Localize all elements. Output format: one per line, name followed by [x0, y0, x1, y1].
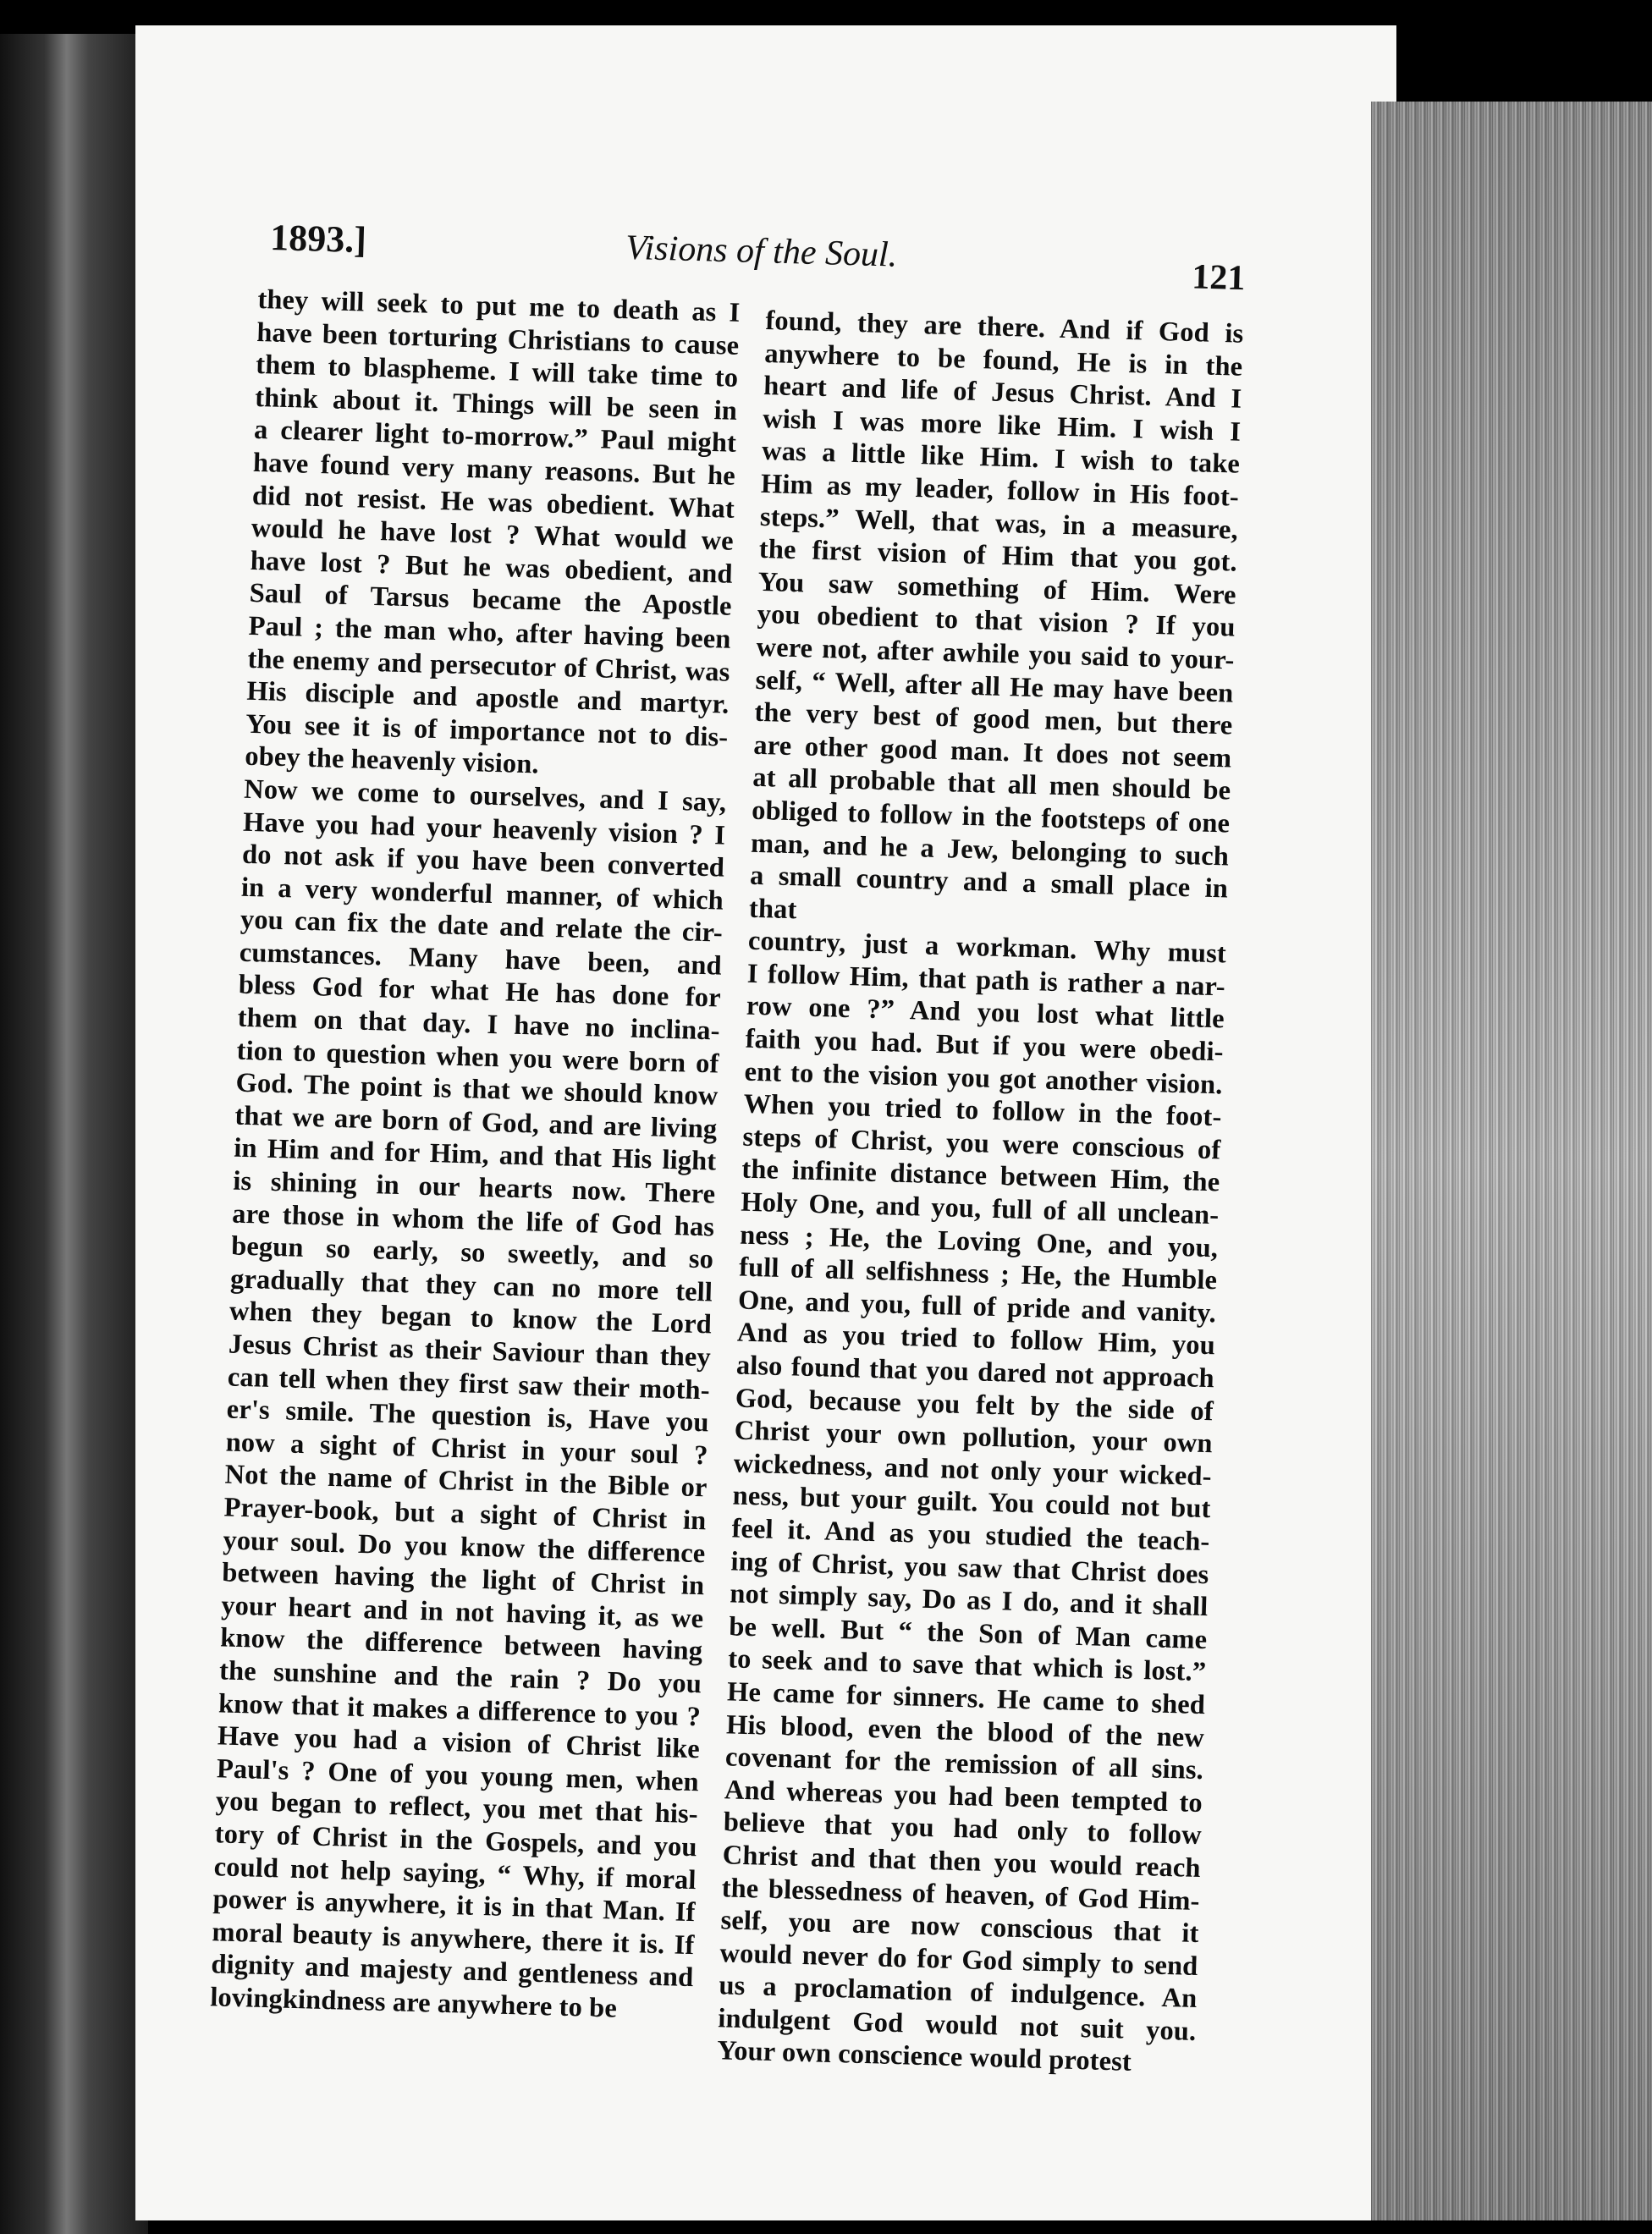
- text-line: begun so early, so sweetly, and so: [230, 1230, 714, 1275]
- text-line: Not the name of Christ in the Bible or: [224, 1459, 708, 1504]
- text-line: lovingkindness are anywhere to be: [209, 1982, 618, 2024]
- text-line: was a little like Him. I wish to take: [761, 436, 1241, 481]
- text-line: gradually that they can no more tell: [229, 1263, 713, 1308]
- text-line: are those in whom the life of God has: [231, 1198, 715, 1243]
- text-line: God, because you felt by the side of: [735, 1383, 1214, 1427]
- text-line: indulgent God would not suit you.: [717, 2003, 1197, 2047]
- text-line: them on that day. I have no inclina-: [237, 1002, 721, 1047]
- text-line: Him as my leader, follow in His foot-: [760, 468, 1240, 513]
- text-line: Your own conscience would protest: [716, 2035, 1132, 2078]
- text-line: your heart and in not having it, as we: [220, 1590, 704, 1635]
- text-line: can tell when they first saw their moth-: [227, 1362, 711, 1406]
- text-line: believe that you had only to follow: [723, 1807, 1203, 1852]
- text-line: us a proclamation of indulgence. An: [719, 1970, 1198, 2015]
- text-line: Prayer-book, but a sight of Christ in: [223, 1492, 707, 1537]
- text-line: And as you tried to follow Him, you: [736, 1317, 1216, 1362]
- text-line: anywhere to be found, He is in the: [763, 338, 1243, 382]
- text-line: One, and you, full of pride and vanity.: [737, 1285, 1217, 1329]
- text-line: bless God for what He has done for: [238, 970, 722, 1015]
- text-line: were not, after awhile you said to your-: [756, 631, 1235, 676]
- text-line: have lost ? But he was obedient, and: [250, 545, 734, 590]
- text-line: covenant for the remission of all sins.: [724, 1742, 1204, 1786]
- text-line: in Him and for Him, and that His light: [233, 1133, 717, 1177]
- text-line: Christ and that then you would reach: [722, 1840, 1202, 1884]
- text-line: self, “ Well, after all He may have been: [755, 664, 1234, 709]
- text-line: And whereas you had been tempted to: [724, 1775, 1203, 1819]
- text-line: ing of Christ, you saw that Christ does: [730, 1545, 1209, 1590]
- text-line: ent to the vision you got another vision.: [744, 1056, 1223, 1101]
- text-line: them to blaspheme. I will take time to: [255, 349, 739, 394]
- text-line: steps of Christ, you were conscious of: [742, 1121, 1221, 1166]
- text-line: when they began to know the Lord: [229, 1296, 713, 1340]
- text-line: faith you had. But if you were obedi-: [745, 1023, 1225, 1068]
- text-line: country, just a workman. Why must: [747, 925, 1227, 970]
- text-line: Christ your own pollution, your own: [734, 1415, 1214, 1460]
- text-line: know that it makes a difference to you ?: [218, 1687, 702, 1732]
- text-line: wickedness, and not only your wicked-: [733, 1448, 1213, 1493]
- text-line: the infinite distance between Him, the: [741, 1154, 1220, 1198]
- text-line: power is anywhere, it is in that Man. If: [212, 1884, 696, 1929]
- text-line: row one ?” And you lost what little: [746, 991, 1225, 1035]
- text-line: have found very many reasons. But he: [252, 447, 736, 492]
- text-line: tory of Christ in the Gospels, and you: [214, 1819, 698, 1863]
- text-line: know the difference between having: [219, 1622, 703, 1667]
- text-line: is shining in our hearts now. There: [232, 1165, 716, 1210]
- text-line: could not help saying, “ Why, if moral: [213, 1851, 697, 1896]
- text-line: man, and he a Jew, belonging to such: [750, 828, 1230, 872]
- text-line: cumstances. Many have been, and: [239, 937, 723, 982]
- text-line: Paul ; the man who, after having been: [248, 610, 731, 655]
- text-line: that we are born of God, and are living: [234, 1100, 718, 1145]
- text-line: obey the heavenly vision.: [244, 741, 540, 780]
- text-line: Have you had a vision of Christ like: [217, 1720, 701, 1765]
- text-line: His disciple and apostle and martyr.: [246, 675, 730, 720]
- right-text-column: [717, 305, 1244, 2081]
- text-line: When you tried to follow in the foot-: [743, 1088, 1222, 1133]
- text-line: You see it is of importance not to dis-: [245, 708, 729, 753]
- text-line: did not resist. He was obedient. What: [251, 480, 735, 525]
- text-line: your soul. Do you know the difference: [223, 1524, 706, 1569]
- text-line: would never do for God simply to send: [719, 1937, 1198, 1982]
- text-line: Have you had your heavenly vision ? I: [242, 806, 726, 851]
- text-line: at all probable that all men should be: [752, 762, 1231, 806]
- text-line: ness ; He, the Loving One, and you,: [739, 1219, 1219, 1263]
- text-line: be well. But “ the Son of Man came: [728, 1611, 1208, 1655]
- text-line: found, they are there. And if God is: [764, 305, 1244, 349]
- text-line: between having the light of Christ in: [221, 1557, 705, 1602]
- text-line: the first vision of Him that you got.: [758, 534, 1238, 578]
- text-line: I follow Him, that path is rather a nar-: [746, 958, 1226, 1003]
- text-line: they will seek to put me to death as I: [256, 283, 741, 328]
- text-line: obliged to follow in the footsteps of one: [751, 795, 1231, 839]
- text-line: feel it. And as you studied the teach-: [731, 1513, 1210, 1558]
- text-line: His blood, even the blood of the new: [725, 1709, 1205, 1753]
- text-line: Jesus Christ as their Saviour than they: [228, 1329, 712, 1373]
- text-line: He came for sinners. He came to shed: [726, 1676, 1206, 1721]
- text-line: think about it. Things will be seen in: [254, 382, 738, 426]
- text-line: the very best of good men, but there: [754, 696, 1233, 741]
- text-line: the blessedness of heaven, of God Him-: [721, 1872, 1201, 1917]
- text-line: to seek and to save that which is lost.”: [727, 1643, 1207, 1688]
- text-line: steps.” Well, that was, in a measure,: [759, 501, 1239, 546]
- text-line: tion to question when you were born of: [236, 1035, 719, 1080]
- text-line: you obedient to that vision ? If you: [757, 599, 1236, 643]
- text-line: Holy One, and you, full of all unclean-: [740, 1186, 1220, 1231]
- text-line: a clearer light to-morrow.” Paul might: [253, 415, 737, 459]
- text-line: You saw something of Him. Were: [757, 566, 1237, 611]
- text-line: God. The point is that we should know: [235, 1067, 719, 1112]
- text-line: are other good man. It does not seem: [752, 729, 1232, 774]
- text-line: would he have lost ? What would we: [251, 513, 735, 557]
- text-line: a small country and a small place in that: [748, 860, 1229, 925]
- text-line: Saul of Tarsus became the Apostle: [249, 578, 733, 623]
- text-line: dignity and majesty and gentleness and: [211, 1949, 694, 1994]
- text-line: full of all selfishness ; He, the Humble: [738, 1252, 1218, 1296]
- text-line: heart and life of Jesus Christ. And I: [763, 371, 1242, 415]
- text-line: not simply say, Do as I do, and it shall: [729, 1578, 1209, 1623]
- book-binding-edge: [0, 34, 148, 2234]
- text-line: also found that you dared not approach: [735, 1350, 1215, 1395]
- text-line: Now we come to ourselves, and I say,: [243, 773, 727, 818]
- text-line: moral beauty is anywhere, there it is. If: [212, 1916, 695, 1961]
- text-line: wish I was more like Him. I wish I: [762, 403, 1242, 448]
- text-line: have been torturing Christians to cause: [256, 316, 740, 361]
- page-number: 121: [1191, 257, 1247, 299]
- text-line: you can fix the date and relate the cir-: [240, 904, 724, 949]
- running-title: Visions of the Soul.: [625, 228, 898, 275]
- text-line: do not ask if you have been converted: [241, 839, 725, 883]
- text-line: ness, but your guilt. You could not but: [732, 1480, 1211, 1525]
- text-line: self, you are now conscious that it: [720, 1905, 1199, 1950]
- text-line: the enemy and persecutor of Christ, was: [247, 643, 730, 688]
- text-line: Paul's ? One of you young men, when: [216, 1753, 700, 1797]
- text-line: er's smile. The question is, Have you: [226, 1394, 710, 1439]
- text-line: now a sight of Christ in your soul ?: [225, 1427, 709, 1472]
- header-year: 1893.]: [269, 216, 367, 261]
- text-line: you began to reflect, you met that his-: [215, 1786, 699, 1830]
- text-line: the sunshine and the rain ? Do you: [218, 1655, 702, 1700]
- left-text-column: [210, 283, 741, 2028]
- text-line: in a very wonderful manner, of which: [240, 872, 724, 916]
- page-stack-edge: [1371, 102, 1652, 2220]
